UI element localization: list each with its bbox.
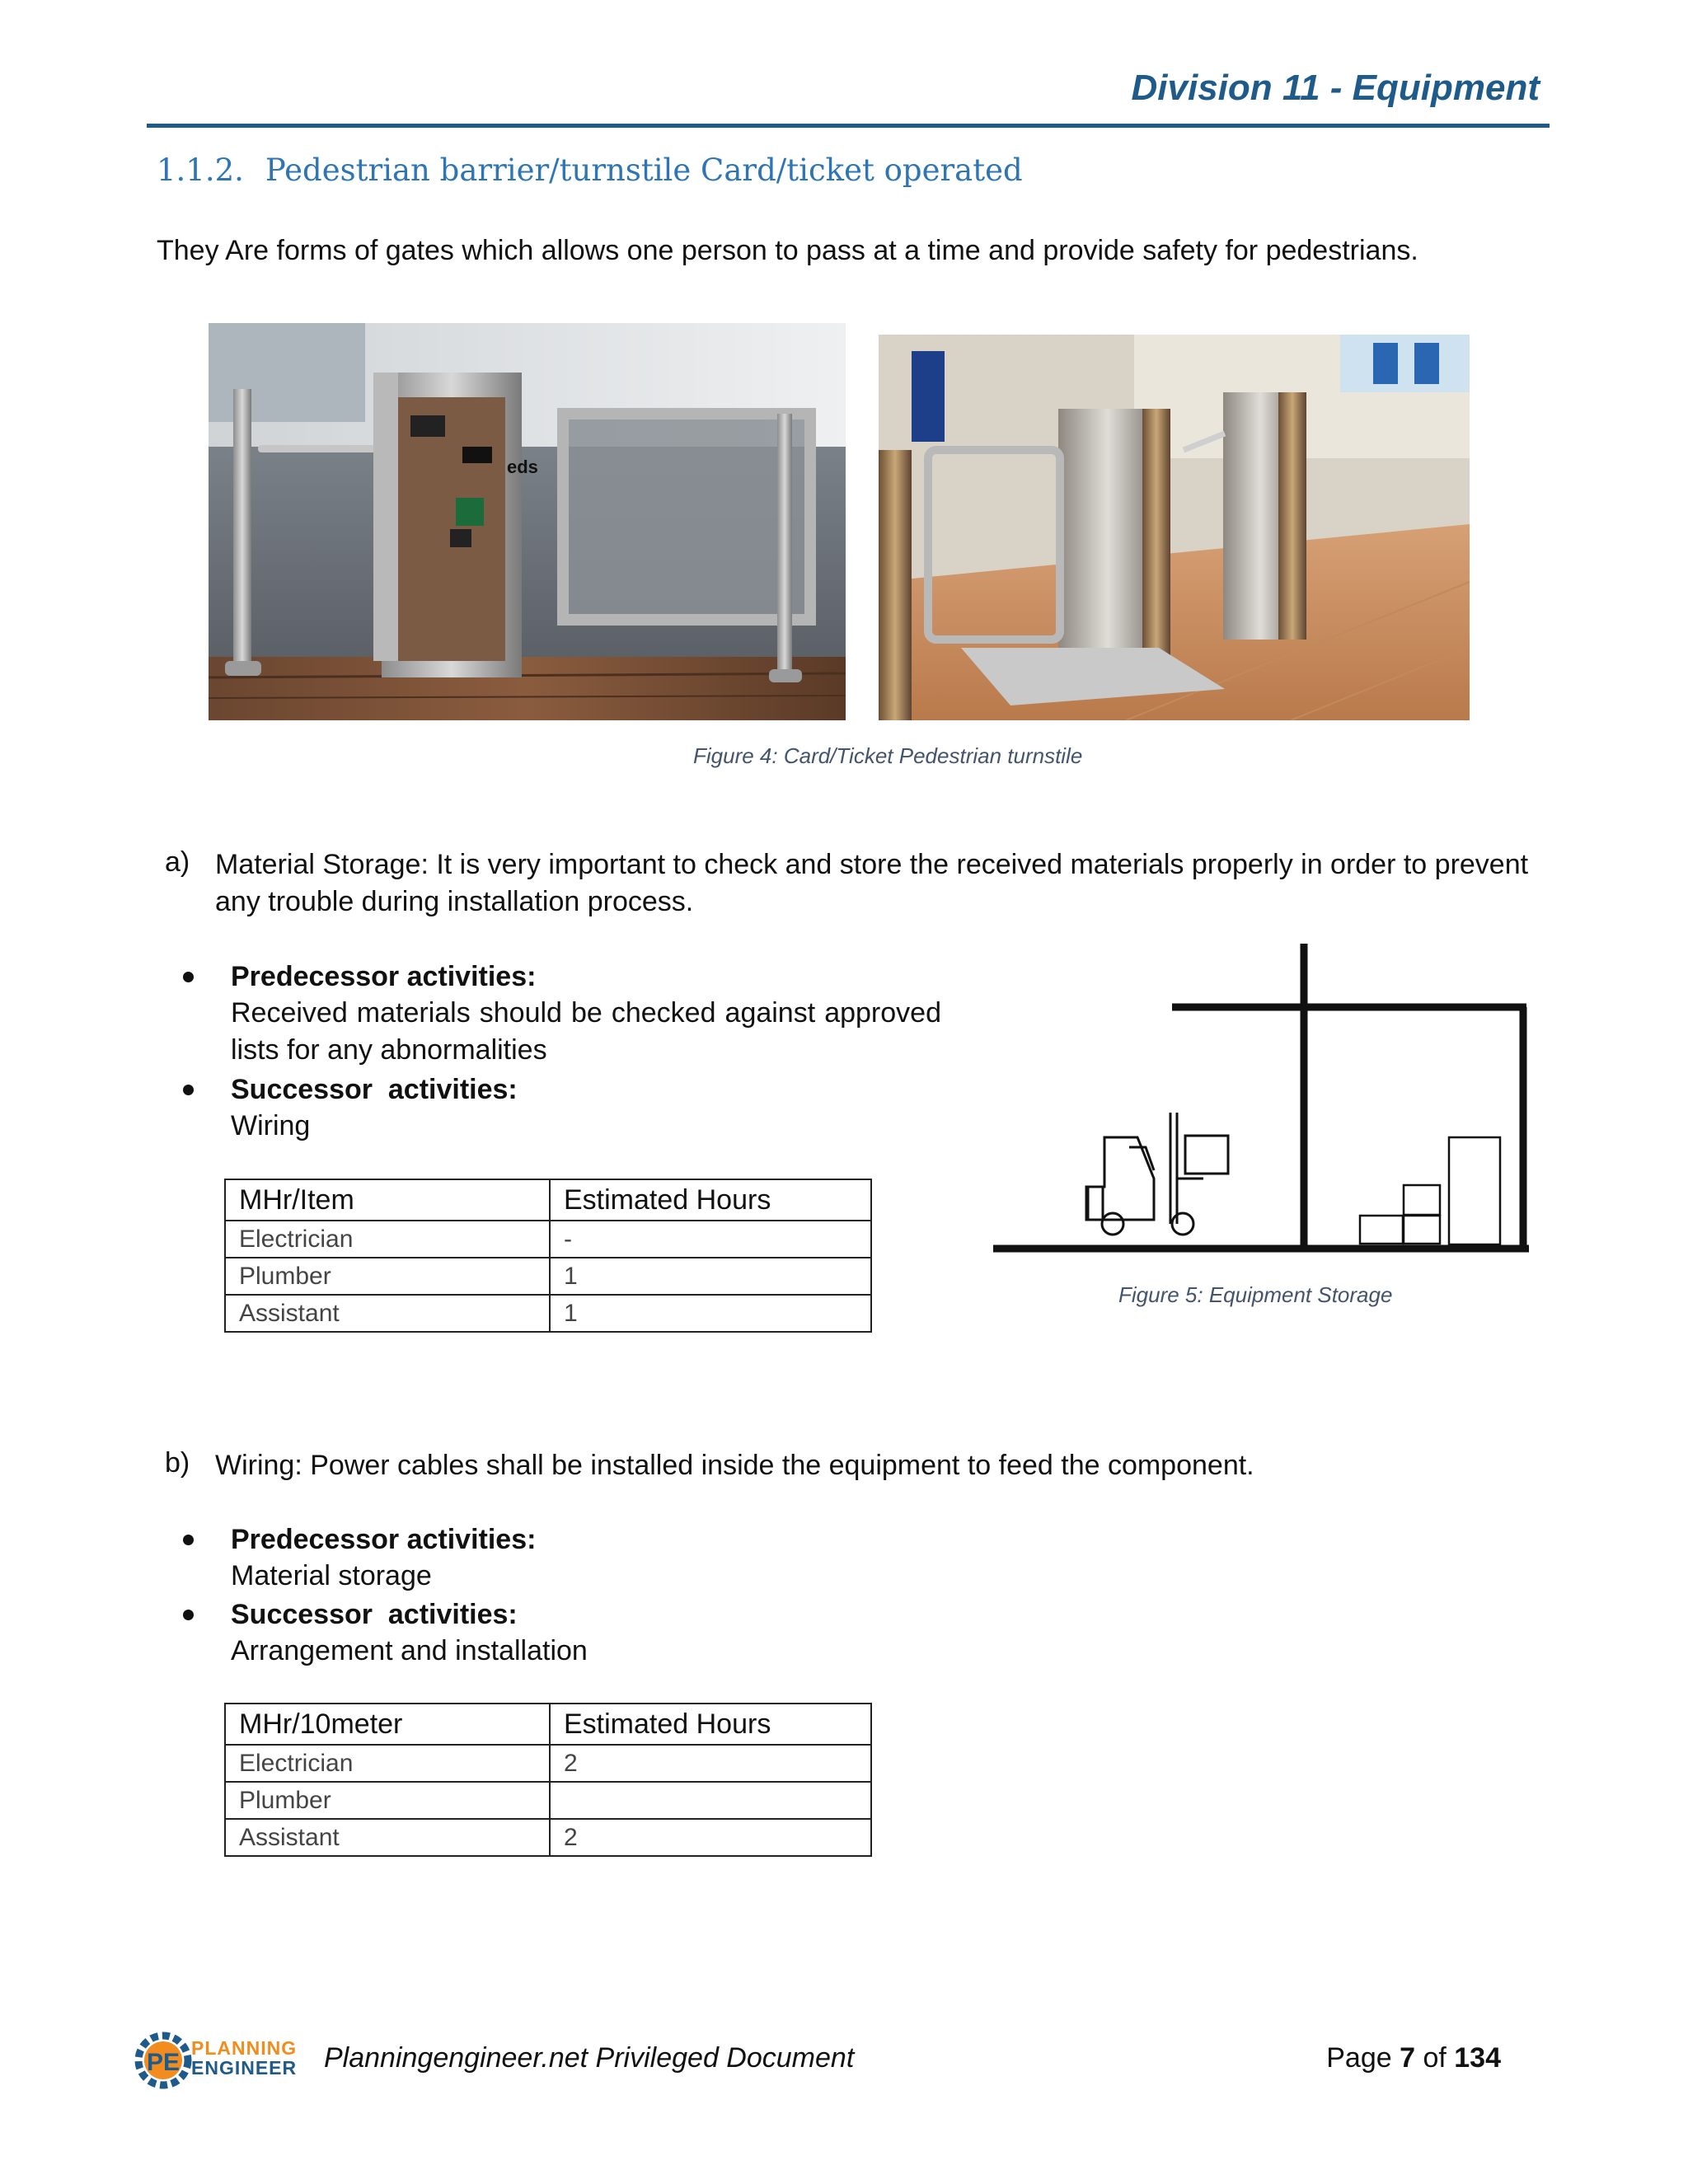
table-cell bbox=[550, 1782, 871, 1819]
logo-line-1: PLANNING bbox=[191, 2037, 298, 2059]
item-b-predecessor-text: Material storage bbox=[231, 1560, 432, 1591]
table-header-cell: Estimated Hours bbox=[550, 1704, 871, 1745]
table-cell: Assistant bbox=[225, 1819, 550, 1856]
item-a-successor-label: Successor activities: bbox=[231, 1074, 518, 1105]
item-b-predecessor-label: Predecessor activities: bbox=[231, 1524, 537, 1555]
svg-text:PE: PE bbox=[146, 2049, 181, 2076]
planning-engineer-logo bbox=[132, 2027, 301, 2093]
footer-text: Planningengineer.net Privileged Document bbox=[324, 2042, 855, 2074]
figure5-caption: Figure 5: Equipment Storage bbox=[1118, 1282, 1393, 1307]
table-row bbox=[225, 1221, 871, 1258]
table-cell: 2 bbox=[550, 1745, 871, 1782]
item-a-table bbox=[224, 1179, 872, 1333]
page-of: of bbox=[1415, 2042, 1455, 2074]
turnstile-photo-left bbox=[209, 323, 846, 720]
table-row bbox=[225, 1745, 871, 1782]
turnstile-photo-right bbox=[879, 335, 1470, 720]
bullet bbox=[183, 972, 194, 982]
header-rule bbox=[147, 124, 1550, 128]
bullet bbox=[183, 1610, 194, 1620]
table-row bbox=[225, 1819, 871, 1856]
item-a-successor-text: Wiring bbox=[231, 1110, 311, 1141]
turnstile-photo-left-drawing bbox=[209, 323, 846, 720]
division-title: Division 11 - Equipment bbox=[1131, 68, 1540, 108]
item-b-successor-text: Arrangement and installation bbox=[231, 1635, 588, 1666]
item-b-label: b) bbox=[165, 1447, 190, 1479]
page-number bbox=[1326, 2042, 1501, 2074]
logo-line-2: ENGINEER bbox=[191, 2057, 298, 2079]
item-a-label: a) bbox=[165, 846, 190, 878]
forklift-icon bbox=[1086, 1113, 1228, 1235]
table-header-row bbox=[225, 1704, 871, 1745]
item-b-table bbox=[224, 1703, 872, 1857]
table-cell: 1 bbox=[550, 1258, 871, 1295]
item-b-successor-label: Successor activities: bbox=[231, 1599, 518, 1630]
equipment-storage-diagram bbox=[989, 940, 1533, 1261]
item-a-predecessor-text: Received materials should be checked against approved lists for any abnormalities bbox=[231, 997, 941, 1066]
item-a-predecessor-label: Predecessor activities: bbox=[231, 961, 537, 992]
section-heading bbox=[157, 152, 1023, 188]
section-number: 1.1.2. bbox=[157, 152, 244, 188]
item-a-text: Material Storage: It is very important to check and store the received materials properly in order to prevent any trouble during installation process. bbox=[215, 849, 1529, 917]
table-header-cell: Estimated Hours bbox=[550, 1179, 871, 1221]
bullet bbox=[183, 1535, 194, 1545]
table-header-cell: MHr/Item bbox=[225, 1179, 550, 1221]
table-cell: Plumber bbox=[225, 1258, 550, 1295]
table-row bbox=[225, 1295, 871, 1332]
table-cell: Electrician bbox=[225, 1745, 550, 1782]
section-title: Pedestrian barrier/turnstile Card/ticket operated bbox=[265, 152, 1023, 188]
table-cell: Plumber bbox=[225, 1782, 550, 1819]
table-header-row bbox=[225, 1179, 871, 1221]
page-total: 134 bbox=[1454, 2042, 1501, 2074]
bullet bbox=[183, 1085, 194, 1095]
figure4-caption: Figure 4: Card/Ticket Pedestrian turnstile bbox=[693, 743, 1083, 768]
table-cell: 1 bbox=[550, 1295, 871, 1332]
table-header-cell: MHr/10meter bbox=[225, 1704, 550, 1745]
turnstile-sign: eds bbox=[507, 457, 538, 477]
table-cell: 2 bbox=[550, 1819, 871, 1856]
item-b-text: Wiring: Power cables shall be installed inside the equipment to feed the component. bbox=[215, 1450, 1254, 1481]
page-current: 7 bbox=[1400, 2042, 1416, 2074]
gear-icon bbox=[132, 2027, 198, 2093]
turnstile-photo-right-drawing bbox=[879, 335, 1470, 720]
table-cell: - bbox=[550, 1221, 871, 1258]
page-prefix: Page bbox=[1326, 2042, 1400, 2074]
table-cell: Assistant bbox=[225, 1295, 550, 1332]
table-cell: Electrician bbox=[225, 1221, 550, 1258]
table-row bbox=[225, 1782, 871, 1819]
intro-paragraph: They Are forms of gates which allows one person to pass at a time and provide safety for pedestrians. bbox=[157, 235, 1418, 266]
table-row bbox=[225, 1258, 871, 1295]
